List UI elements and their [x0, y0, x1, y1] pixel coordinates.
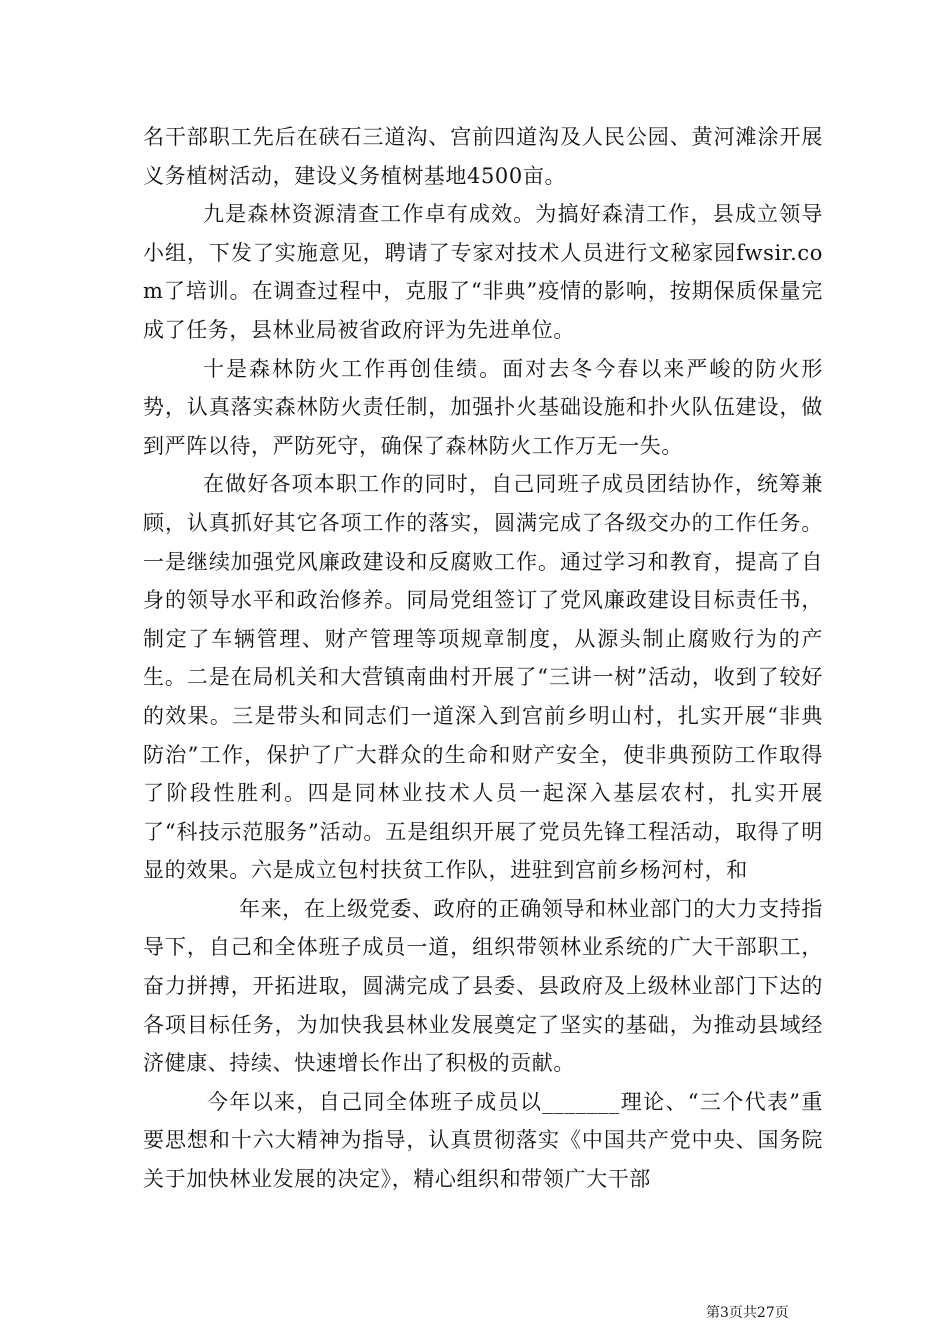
paragraph-year-summary: 年来，在上级党委、政府的正确领导和林业部门的大力支持指导下，自己和全体班子成员一道，组织带领林业系统的广大干部职工，奋力拼搏，开拓进取，圆满完成了县委、县政府及上级林业部门下达的各项目标任务，为加快我县林业发展奠定了坚实的基础，为推动县域经济健康、持续、快速增长作出了积极的贡献。 — [143, 896, 823, 1076]
paragraph-continuation: 名干部职工先后在硖石三道沟、宫前四道沟及人民公园、黄河滩涂开展义务植树活动，建设义务植树基地4500亩。 — [143, 125, 823, 188]
paragraph-this-year: 今年以来，自己同全体班子成员以_______理论、“三个代表”重要思想和十六大精神为指导，认真贯彻落实《中国共产党中央、国务院关于加快林业发展的决定》，精心组织和带领广大干部 — [143, 1089, 823, 1192]
paragraph-fire-prevention: 十是森林防火工作再创佳绩。面对去冬今春以来严峻的防火形势，认真落实森林防火责任制，加强扑火基础设施和扑火队伍建设，做到严阵以待，严防死守，确保了森林防火工作万无一失。 — [143, 356, 823, 458]
page-number: 第3页共27页 — [706, 1305, 789, 1321]
body-text — [143, 118, 823, 1199]
paragraph-other-work: 在做好各项本职工作的同时，自己同班子成员团结协作，统筹兼顾，认真抓好其它各项工作的落实，圆满完成了各级交办的工作任务。一是继续加强党风廉政建设和反腐败工作。通过学习和教育，提高了自身的领导水平和政治修养。同局党组签订了党风廉政建设目标责任书，制定了车辆管理、财产管理等项规章制度，从源头制止腐败行为的产生。二是在局机关和大营镇南曲村开展了“三讲一树”活动，收到了较好的效果。三是带头和同志们一道深入到宫前乡明山村，扎实开展“非典防治”工作，保护了广大群众的生命和财产安全，使非典预防工作取得了阶段性胜利。四是同林业技术人员一起深入基层农村，扎实开展了“科技示范服务”活动。五是组织开展了党员先锋工程活动，取得了明显的效果。六是成立包村扶贫工作队，进驻到宫前乡杨河村，和 — [143, 472, 823, 883]
paragraph-forest-inventory: 九是森林资源清查工作卓有成效。为搞好森清工作，县成立领导小组，下发了实施意见，聘请了专家对技术人员进行文秘家园fwsir.com了培训。在调查过程中，克服了“非典”疫情的影响，按期保质保量完成了任务，县林业局被省政府评为先进单位。 — [143, 202, 823, 342]
